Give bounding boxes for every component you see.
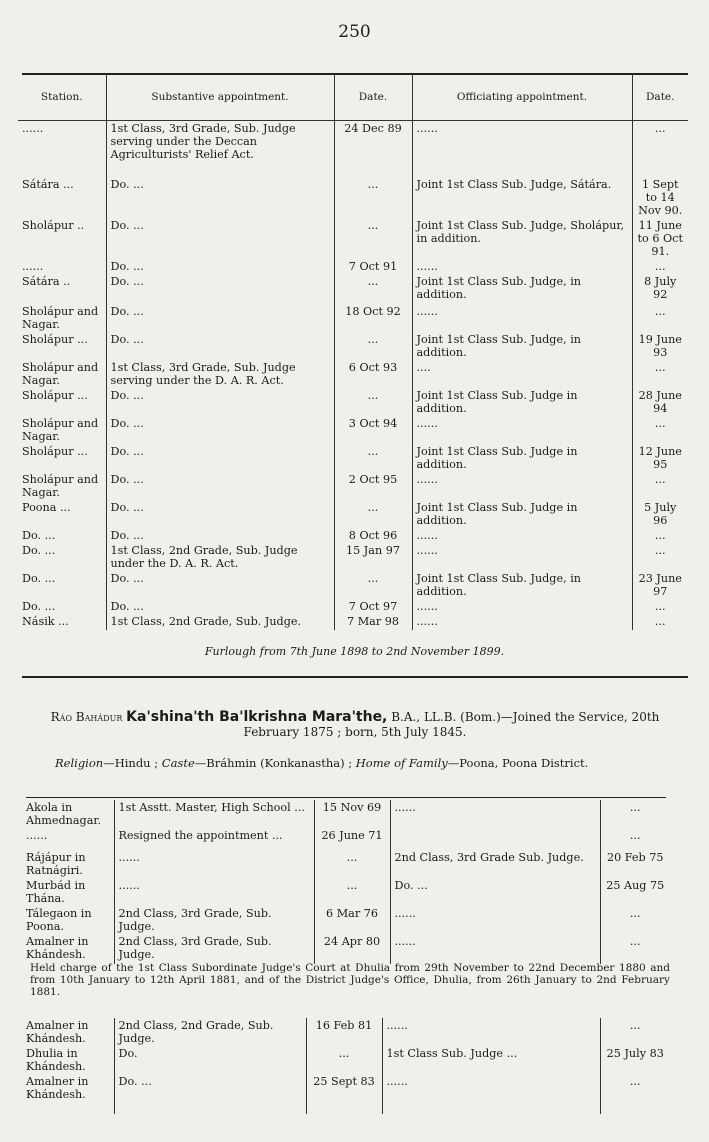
date-cell: ... — [314, 850, 390, 878]
officiating-date-cell: ... — [632, 360, 688, 388]
home-value: Poona, Poona District. — [459, 756, 589, 770]
substantive-cell: Do. ... — [106, 416, 334, 444]
header-substantive: Substantive appointment. — [106, 74, 334, 121]
table-row — [22, 850, 670, 878]
station-cell: Násik ... — [22, 614, 69, 628]
substantive-cell: Do. ... — [106, 528, 334, 543]
station-cell: Sholápur .. — [22, 218, 85, 232]
date-cell: 24 Apr 80 — [314, 934, 390, 964]
officiating-cell: .... — [412, 360, 632, 388]
officiating-date-cell: ... — [600, 934, 670, 964]
station-cell: Tálegaon in Poona. — [26, 907, 92, 933]
officiating-cell — [390, 828, 600, 850]
table-row — [22, 1018, 670, 1046]
station-cell: Amalner in Khándesh. — [26, 935, 89, 961]
date-cell: 6 Oct 93 — [334, 360, 412, 388]
substantive-cell: Do. — [114, 1046, 306, 1074]
officiating-cell: Joint 1st Class Sub. Judge in addition. — [412, 388, 632, 416]
date-cell: 24 Dec 89 — [334, 121, 412, 177]
substantive-cell: ...... — [114, 850, 314, 878]
officiating-date-cell: 11 June to 6 Oct 91. — [632, 218, 688, 259]
officiating-cell: ...... — [412, 472, 632, 500]
officiating-date-cell: ... — [632, 472, 688, 500]
officiating-cell: Joint 1st Class Sub. Judge, Sátára. — [412, 177, 632, 218]
officiating-date-cell: 8 July 92 — [632, 274, 688, 304]
table-row — [18, 472, 688, 500]
officiating-cell: ...... — [390, 800, 600, 828]
officer-title: Ráo Bahádur — [50, 710, 123, 724]
station-cell: Sholápur and Nagar. — [22, 472, 99, 499]
officiating-cell: Joint 1st Class Sub. Judge, in addition. — [412, 274, 632, 304]
station-cell: Murbád in Thána. — [26, 879, 86, 905]
station-cell: Sholápur and Nagar. — [22, 304, 99, 331]
page-number: 250 — [338, 22, 371, 42]
officiating-date-cell: 5 July 96 — [632, 500, 688, 528]
substantive-cell: 1st Class, 3rd Grade, Sub. Judge serving under the D. A. R. Act. — [106, 360, 334, 388]
station-cell: Sholápur ... — [22, 388, 88, 402]
station-cell: Dhulia in Khándesh. — [26, 1047, 86, 1073]
table-row — [18, 274, 688, 304]
officiating-date-cell: 20 Feb 75 — [600, 850, 670, 878]
substantive-cell: Do. ... — [106, 599, 334, 614]
station-cell: Sholápur and Nagar. — [22, 416, 99, 443]
station-cell: Sátára .. — [22, 274, 71, 288]
table-row — [18, 614, 688, 630]
table-row — [22, 1074, 670, 1114]
station-cell: Do. ... — [22, 571, 56, 585]
substantive-cell: Do. ... — [106, 304, 334, 332]
officiating-cell: ...... — [412, 121, 632, 177]
officiating-cell: Joint 1st Class Sub. Judge, Sholápur, in addition. — [412, 218, 632, 259]
substantive-cell: Resigned the appointment ... — [114, 828, 314, 850]
substantive-cell: 1st Class, 2nd Grade, Sub. Judge. — [106, 614, 334, 630]
table-row — [18, 500, 688, 528]
officiating-date-cell: ... — [600, 800, 670, 828]
table-row — [18, 599, 688, 614]
date-cell: ... — [334, 571, 412, 599]
table-row — [18, 304, 688, 332]
officiating-date-cell: ... — [600, 1074, 670, 1114]
officiating-date-cell: 19 June 93 — [632, 332, 688, 360]
table-row — [22, 934, 670, 964]
table-row — [18, 332, 688, 360]
substantive-cell: Do. ... — [106, 571, 334, 599]
officiating-cell: ...... — [412, 416, 632, 444]
date-cell: ... — [334, 332, 412, 360]
officiating-cell: 1st Class Sub. Judge ... — [382, 1046, 600, 1074]
officiating-date-cell: 1 Sept to 14 Nov 90. — [632, 177, 688, 218]
date-cell: ... — [306, 1046, 382, 1074]
officiating-date-cell: 23 June 97 — [632, 571, 688, 599]
station-cell: Amalner in Khándesh. — [26, 1075, 89, 1101]
table-row — [22, 800, 670, 828]
date-cell: 26 June 71 — [314, 828, 390, 850]
date-cell: ... — [334, 388, 412, 416]
officer-degrees: B.A., LL.B. (Bom.)—Joined the Service, 20th February 1875 ; born, 5th July 1845. — [243, 710, 660, 739]
station-cell: Do. ... — [22, 528, 56, 542]
substantive-cell: Do. ... — [106, 388, 334, 416]
station-cell: ...... — [26, 829, 48, 842]
header-station: Station. — [40, 91, 83, 103]
substantive-cell: Do. ... — [106, 332, 334, 360]
officiating-date-cell: 25 Aug 75 — [600, 878, 670, 906]
table-row — [18, 543, 688, 571]
officiating-date-cell: ... — [632, 259, 688, 274]
substantive-cell: 2nd Class, 3rd Grade, Sub. Judge. — [114, 906, 314, 934]
substantive-cell: Do. ... — [106, 177, 334, 218]
officiating-cell: ...... — [412, 304, 632, 332]
station-cell: ...... — [22, 259, 44, 273]
officiating-date-cell: 28 June 94 — [632, 388, 688, 416]
substantive-cell: 1st Class, 2nd Grade, Sub. Judge under the D. A. R. Act. — [106, 543, 334, 571]
table-row — [18, 218, 688, 259]
date-cell: ... — [334, 444, 412, 472]
substantive-cell: Do. ... — [106, 472, 334, 500]
officiating-date-cell: ... — [632, 614, 688, 630]
officiating-cell: ...... — [390, 934, 600, 964]
date-cell: ... — [334, 500, 412, 528]
officiating-cell: 2nd Class, 3rd Grade Sub. Judge. — [390, 850, 600, 878]
officiating-date-cell: ... — [632, 304, 688, 332]
station-cell: Poona ... — [22, 500, 71, 514]
held-charge-note: Held charge of the 1st Class Subordinate Judge's Court at Dhulia from 29th November to 22nd December 1880 and from 10th January to 12th April 1881, and of the District Judge's Office, Dhulia, from 26th January to 2nd February 1881. — [30, 962, 670, 998]
table-row — [22, 1046, 670, 1074]
date-cell: 7 Oct 97 — [334, 599, 412, 614]
station-cell: Sholápur ... — [22, 444, 88, 458]
date-cell: ... — [334, 177, 412, 218]
officer-heading — [30, 710, 680, 740]
table-row — [18, 121, 688, 177]
substantive-cell: Do. ... — [114, 1074, 306, 1114]
table-row — [18, 388, 688, 416]
header-odate: Date. — [632, 74, 688, 121]
table-row — [18, 177, 688, 218]
substantive-cell: ...... — [114, 878, 314, 906]
service-table-3 — [22, 1018, 670, 1114]
table-header — [18, 74, 688, 121]
officiating-cell: Joint 1st Class Sub. Judge, in addition. — [412, 332, 632, 360]
date-cell: ... — [334, 274, 412, 304]
substantive-cell: Do. ... — [106, 274, 334, 304]
substantive-cell: 2nd Class, 3rd Grade, Sub. Judge. — [114, 934, 314, 964]
religion-value: Hindu ; — [114, 756, 159, 770]
substantive-cell: 2nd Class, 2nd Grade, Sub. Judge. — [114, 1018, 306, 1046]
substantive-cell: 1st Asstt. Master, High School ... — [114, 800, 314, 828]
date-cell: 2 Oct 95 — [334, 472, 412, 500]
officiating-cell: ...... — [382, 1074, 600, 1114]
station-cell: Do. ... — [22, 543, 56, 557]
service-table-2 — [22, 800, 670, 964]
furlough-note: Furlough from 7th June 1898 to 2nd November 1899. — [204, 645, 505, 658]
officer-details: Religion—Hindu ; Caste—Bráhmin (Konkanastha) ; Home of Family—Poona, Poona District. — [55, 756, 589, 770]
date-cell: 7 Mar 98 — [334, 614, 412, 630]
officiating-date-cell: ... — [600, 906, 670, 934]
officiating-cell: ...... — [412, 599, 632, 614]
station-cell: Akola in Ahmednagar. — [26, 801, 102, 827]
officiating-date-cell: ... — [600, 828, 670, 850]
header-date: Date. — [334, 74, 412, 121]
caste-value: Bráhmin (Konkanastha) ; — [206, 756, 353, 770]
date-cell: 15 Nov 69 — [314, 800, 390, 828]
station-cell: ...... — [22, 122, 44, 135]
service-table-1 — [18, 74, 688, 630]
officiating-cell: ...... — [412, 614, 632, 630]
date-cell: 7 Oct 91 — [334, 259, 412, 274]
station-cell: Do. ... — [22, 599, 56, 613]
table-row — [18, 528, 688, 543]
officiating-cell: ...... — [390, 906, 600, 934]
officiating-cell: Do. ... — [390, 878, 600, 906]
date-cell: ... — [314, 878, 390, 906]
section-rule — [22, 676, 688, 678]
station-cell: Sholápur and Nagar. — [22, 360, 99, 387]
officiating-cell: Joint 1st Class Sub. Judge in addition. — [412, 444, 632, 472]
table2-top-rule — [26, 797, 666, 798]
station-cell: Rájápur in Ratnágiri. — [26, 851, 86, 877]
table-row — [22, 878, 670, 906]
officiating-cell: ...... — [412, 528, 632, 543]
date-cell: ... — [334, 218, 412, 259]
officiating-date-cell: 12 June 95 — [632, 444, 688, 472]
officer-name: Ka'shina'th Ba'lkrishna Mara'the, — [126, 709, 388, 725]
table-row — [18, 444, 688, 472]
table-row — [22, 906, 670, 934]
substantive-cell: 1st Class, 3rd Grade, Sub. Judge serving under the Deccan Agriculturists' Relief Act. — [106, 121, 334, 177]
officiating-cell: Joint 1st Class Sub. Judge, in addition. — [412, 571, 632, 599]
substantive-cell: Do. ... — [106, 218, 334, 259]
table-row — [18, 259, 688, 274]
officiating-cell: Joint 1st Class Sub. Judge in addition. — [412, 500, 632, 528]
station-cell: Sholápur ... — [22, 332, 88, 346]
date-cell: 3 Oct 94 — [334, 416, 412, 444]
religion-label: Religion — [55, 756, 104, 770]
officiating-date-cell: ... — [600, 1018, 670, 1046]
table-row — [18, 571, 688, 599]
substantive-cell: Do. ... — [106, 444, 334, 472]
date-cell: 18 Oct 92 — [334, 304, 412, 332]
date-cell: 25 Sept 83 — [306, 1074, 382, 1114]
date-cell: 16 Feb 81 — [306, 1018, 382, 1046]
date-cell: 8 Oct 96 — [334, 528, 412, 543]
officiating-cell: ...... — [412, 259, 632, 274]
officiating-date-cell: ... — [632, 528, 688, 543]
substantive-cell: Do. ... — [106, 259, 334, 274]
officiating-date-cell: ... — [632, 543, 688, 571]
table-row — [18, 360, 688, 388]
officiating-date-cell: ... — [632, 599, 688, 614]
officiating-date-cell: ... — [632, 121, 688, 177]
date-cell: 15 Jan 97 — [334, 543, 412, 571]
date-cell: 6 Mar 76 — [314, 906, 390, 934]
officiating-date-cell: 25 July 83 — [600, 1046, 670, 1074]
officiating-date-cell: ... — [632, 416, 688, 444]
officiating-cell: ...... — [382, 1018, 600, 1046]
station-cell: Sátára ... — [22, 177, 74, 191]
officiating-cell: ...... — [412, 543, 632, 571]
station-cell: Amalner in Khándesh. — [26, 1019, 89, 1045]
substantive-cell: Do. ... — [106, 500, 334, 528]
home-label: Home of Family — [355, 756, 448, 770]
caste-label: Caste — [161, 756, 195, 770]
table-row — [22, 828, 670, 850]
table-row — [18, 416, 688, 444]
header-officiating: Officiating appointment. — [412, 74, 632, 121]
